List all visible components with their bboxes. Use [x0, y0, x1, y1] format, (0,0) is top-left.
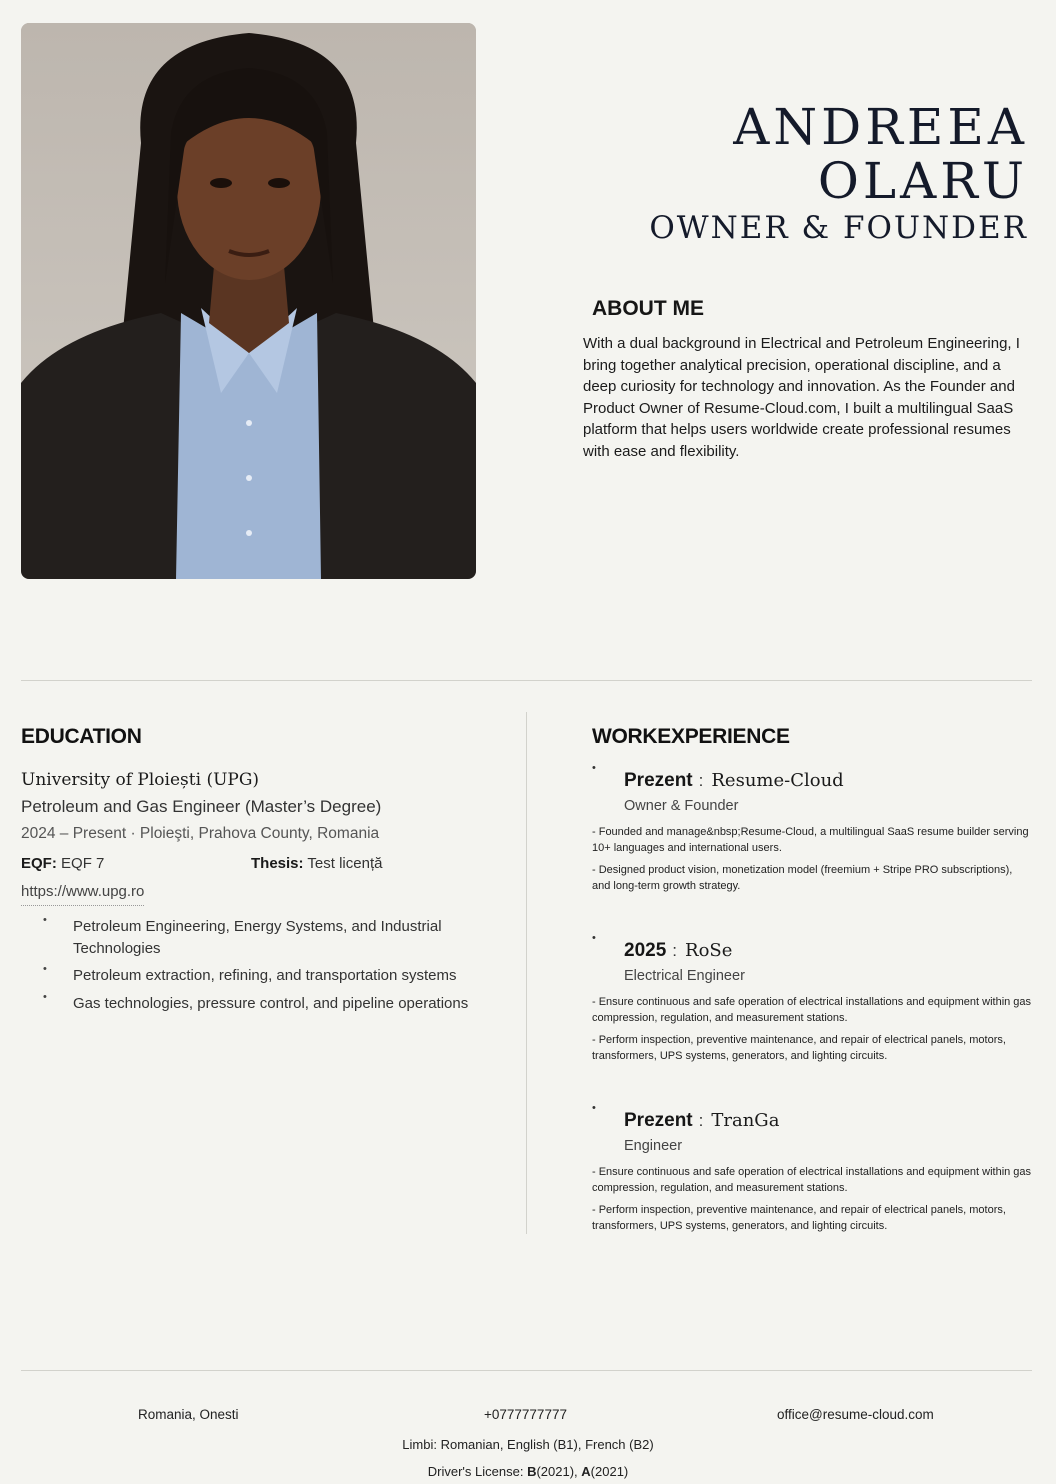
- list-item: • Petroleum extraction, refining, and transportation systems: [21, 965, 481, 987]
- job-entry: [592, 932, 1032, 1070]
- job-description-line: - Founded and manage&nbsp;Resume-Cloud, a multilingual SaaS resume builder serving 10+ languages and international users.: [592, 826, 1029, 854]
- job-description-line: - Ensure continuous and safe operation of electrical installations and equipment within gas compression, regulation, and measurement stations.: [592, 1166, 1032, 1194]
- license-label: Driver's License:: [427, 1464, 524, 1479]
- divider-column: [526, 712, 527, 1234]
- job-title: Electrical Engineer: [624, 968, 745, 984]
- education-meta: 2024 – Present · Ploieşti, Prahova County, Romania: [21, 825, 380, 842]
- divider-bottom: [21, 1370, 1032, 1371]
- list-item: • Gas technologies, pressure control, and pipeline operations: [21, 993, 481, 1015]
- degree: Petroleum and Gas Engineer (Master’s Degree): [21, 797, 382, 816]
- job-header: [592, 940, 1032, 962]
- about-title: ABOUT ME: [592, 297, 704, 320]
- license-year: (2021),: [536, 1464, 578, 1479]
- eqf-label: EQF:: [21, 855, 57, 872]
- job-company: Resume-Cloud: [711, 770, 844, 791]
- job-role: OWNER & FOUNDER: [649, 210, 1028, 246]
- job-header: [592, 1110, 1032, 1132]
- job-period: Prezent: [624, 1110, 693, 1131]
- last-name: OLARU: [817, 152, 1028, 210]
- job-title: Engineer: [624, 1138, 683, 1154]
- job-separator: :: [698, 1111, 704, 1130]
- job-title: Owner & Founder: [624, 798, 739, 814]
- footer-email[interactable]: office@resume-cloud.com: [777, 1407, 934, 1422]
- job-entry: [592, 762, 1032, 900]
- footer-phone[interactable]: +0777777777: [484, 1407, 567, 1422]
- list-item: • Petroleum Engineering, Energy Systems, and Industrial Technologies: [21, 916, 481, 959]
- footer-languages: Limbi: Romanian, English (B1), French (B2): [402, 1437, 654, 1452]
- thesis-label: Thesis:: [251, 855, 304, 872]
- institution: University of Ploiești (UPG): [21, 770, 260, 790]
- bullet-icon: •: [592, 762, 596, 774]
- education-details: [21, 852, 481, 876]
- job-company: TranGa: [711, 1110, 780, 1131]
- bullet-icon: •: [592, 932, 596, 944]
- license-year: (2021): [590, 1464, 629, 1479]
- job-description-line: - Perform inspection, preventive maintenance, and repair of electrical panels, motors, transformers, UPS systems, generators, and lighting circuits.: [592, 1204, 1006, 1232]
- job-description-line: - Designed product vision, monetization model (freemium + Stripe PRO subscriptions), and long-term growth strategy.: [592, 864, 1013, 892]
- job-period: Prezent: [624, 770, 693, 791]
- first-name: ANDREEA: [733, 98, 1028, 156]
- about-text: With a dual background in Electrical and Petroleum Engineering, I bring together analytical precision, operational discipline, and a deep curiosity for technology and innovation. As the Founder and Product Owner of Resume-Cloud.com, I built a multilingual SaaS platform that helps users worldwide create professional resumes with ease and flexibility.: [583, 335, 1020, 460]
- institution-link[interactable]: https://www.upg.ro: [21, 879, 144, 906]
- education-bullets: [21, 916, 481, 1014]
- job-description: [592, 994, 1032, 1064]
- job-description: [592, 1164, 1032, 1234]
- profile-photo: [21, 23, 476, 579]
- job-entry: [592, 1102, 1032, 1240]
- thesis-value: Test licență: [307, 855, 383, 872]
- footer-location: Romania, Onesti: [138, 1407, 239, 1422]
- license-category: B: [527, 1464, 537, 1479]
- job-description: [592, 824, 1032, 894]
- education-title: EDUCATION: [21, 725, 142, 748]
- eqf: [21, 852, 251, 876]
- thesis: [251, 852, 481, 876]
- bullet-icon: •: [592, 1102, 596, 1114]
- job-separator: :: [672, 941, 678, 960]
- license-category: A: [581, 1464, 591, 1479]
- footer-license: [0, 1464, 1056, 1479]
- name-block: [649, 100, 1028, 246]
- job-header: [592, 770, 1032, 792]
- job-company: RoSe: [685, 940, 733, 961]
- portrait-illustration: [21, 23, 476, 579]
- job-separator: :: [698, 771, 704, 790]
- divider-top: [21, 680, 1032, 681]
- job-period: 2025: [624, 940, 667, 961]
- eqf-value: EQF 7: [61, 855, 105, 872]
- work-title: WORKEXPERIENCE: [592, 725, 790, 748]
- job-description-line: - Perform inspection, preventive maintenance, and repair of electrical panels, motors, transformers, UPS systems, generators, and lighting circuits.: [592, 1034, 1006, 1062]
- job-description-line: - Ensure continuous and safe operation of electrical installations and equipment within gas compression, regulation, and measurement stations.: [592, 996, 1032, 1024]
- education-entry: [21, 768, 481, 1020]
